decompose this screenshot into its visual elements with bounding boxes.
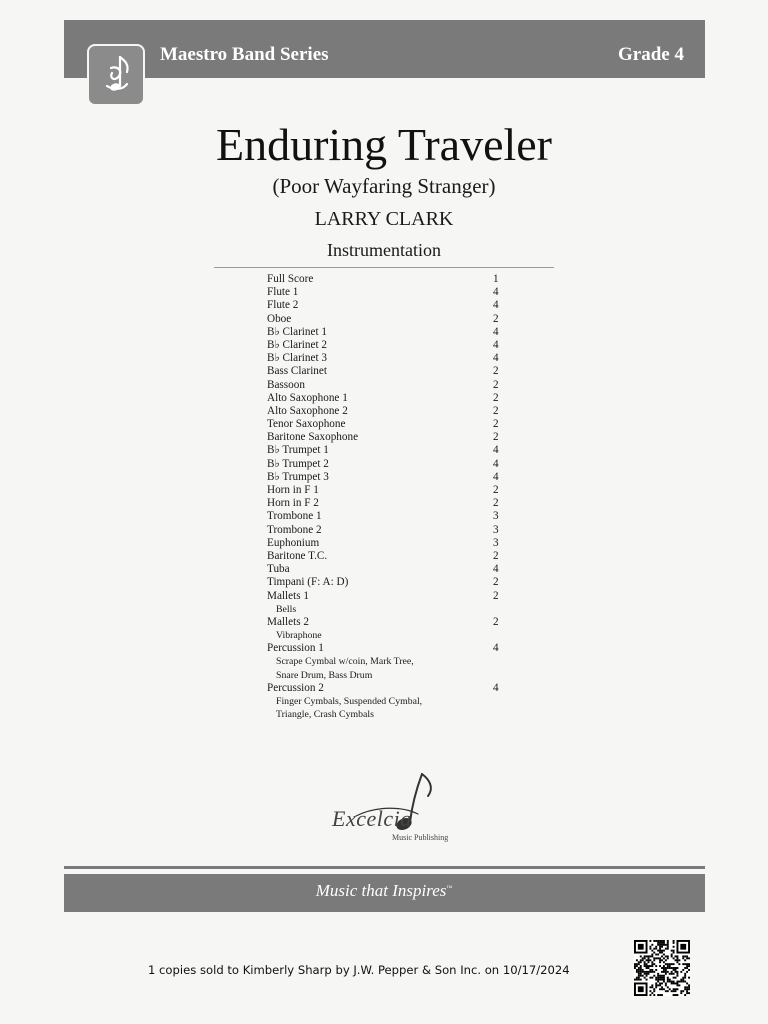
instrument-name: Tuba <box>267 563 290 576</box>
publisher-subtitle: Music Publishing <box>392 833 449 842</box>
series-name: Maestro Band Series <box>160 44 329 65</box>
instrument-row <box>267 444 507 457</box>
instrument-quantity: 4 <box>493 563 499 576</box>
instrument-detail <box>267 655 507 668</box>
instrument-name: B♭ Clarinet 2 <box>267 338 327 351</box>
instrument-quantity: 3 <box>493 523 499 536</box>
instrument-name: Bells <box>276 603 297 615</box>
instrument-quantity: 4 <box>493 444 499 457</box>
instrument-name: Scrape Cymbal w/coin, Mark Tree, <box>276 656 414 668</box>
instrument-row <box>267 471 507 484</box>
publisher-name: Excelcia <box>332 806 412 831</box>
instrument-quantity: 4 <box>493 470 499 483</box>
instrument-row <box>267 286 507 299</box>
instrument-row <box>267 352 507 365</box>
instrument-quantity: 2 <box>493 431 499 444</box>
instrument-row <box>267 405 507 418</box>
instrument-name: Flute 2 <box>267 299 299 312</box>
instrument-detail <box>267 669 507 682</box>
instrument-row <box>267 484 507 497</box>
instrument-name: Percussion 2 <box>267 681 324 694</box>
instrument-name: Full Score <box>267 273 314 285</box>
instrument-name: Snare Drum, Bass Drum <box>276 669 373 681</box>
instrument-quantity: 2 <box>493 484 499 496</box>
instrument-row <box>267 550 507 563</box>
instrument-row <box>267 418 507 431</box>
music-note-icon <box>87 44 145 106</box>
instrument-quantity: 2 <box>493 576 499 589</box>
instrument-quantity: 4 <box>493 338 499 351</box>
instrument-quantity: 1 <box>493 273 499 285</box>
instrument-quantity: 3 <box>493 510 499 523</box>
instrument-detail <box>267 629 507 642</box>
instrument-quantity: 2 <box>493 391 499 404</box>
instrument-name: B♭ Trumpet 3 <box>267 470 329 483</box>
instrument-row <box>267 616 507 629</box>
instrument-quantity: 2 <box>493 549 499 562</box>
instrument-name: Vibraphone <box>276 630 322 642</box>
instrument-name: Timpani (F: A: D) <box>267 576 349 589</box>
subtitle: (Poor Wayfaring Stranger) <box>272 174 496 198</box>
instrument-row <box>267 273 507 286</box>
instrument-row <box>267 392 507 405</box>
instrument-quantity: 4 <box>493 681 499 694</box>
instrument-row <box>267 313 507 326</box>
instrument-quantity: 2 <box>493 404 499 417</box>
instrument-name: Baritone Saxophone <box>267 431 359 444</box>
instrument-quantity: 2 <box>493 497 499 510</box>
instrument-quantity: 2 <box>493 312 499 325</box>
instrument-name: B♭ Trumpet 1 <box>267 444 329 457</box>
instrument-row <box>267 299 507 312</box>
instrument-quantity: 4 <box>493 286 499 299</box>
instrument-name: Mallets 2 <box>267 615 309 628</box>
instrument-name: Oboe <box>267 312 292 325</box>
instrument-name: Percussion 1 <box>267 642 324 655</box>
instrument-name: Tenor Saxophone <box>267 418 346 431</box>
instrument-detail <box>267 695 507 708</box>
instrument-quantity: 2 <box>493 418 499 431</box>
instrument-row <box>267 563 507 576</box>
instrument-name: Mallets 1 <box>267 589 309 602</box>
instrument-name: Flute 1 <box>267 286 299 299</box>
instrument-quantity: 4 <box>493 299 499 312</box>
instrument-name: Alto Saxophone 2 <box>267 404 348 417</box>
tagline <box>0 881 768 901</box>
instrument-name: B♭ Trumpet 2 <box>267 457 329 470</box>
instrument-name: Finger Cymbals, Suspended Cymbal, <box>276 696 423 707</box>
instrument-row <box>267 682 507 695</box>
instrument-quantity: 2 <box>493 615 499 628</box>
instrument-detail <box>267 708 507 721</box>
instrument-quantity: 2 <box>493 589 499 602</box>
instrument-name: Euphonium <box>267 536 320 549</box>
instrument-row <box>267 365 507 378</box>
instrument-name: Horn in F 1 <box>267 484 319 496</box>
heading-divider <box>214 267 554 268</box>
instrumentation-heading: Instrumentation <box>327 240 441 260</box>
instrument-row <box>267 524 507 537</box>
grade-level: Grade 4 <box>618 44 684 65</box>
instrument-row <box>267 642 507 655</box>
instrument-name: Trombone 1 <box>267 510 322 523</box>
trademark-mark: ™ <box>446 885 453 892</box>
instrument-row <box>267 537 507 550</box>
instrument-name: Bass Clarinet <box>267 365 327 378</box>
instrumentation-list <box>267 273 507 721</box>
footer-divider <box>64 866 705 869</box>
instrument-row <box>267 326 507 339</box>
instrument-name: Horn in F 2 <box>267 497 319 510</box>
instrument-row <box>267 497 507 510</box>
instrument-row <box>267 576 507 589</box>
instrument-row <box>267 510 507 523</box>
instrument-row <box>267 590 507 603</box>
instrument-quantity: 4 <box>493 457 499 470</box>
instrument-quantity: 4 <box>493 642 499 655</box>
instrument-quantity: 2 <box>493 378 499 391</box>
copies-sold-notice: 1 copies sold to Kimberly Sharp by J.W. Pepper & Son Inc. on 10/17/2024 <box>148 963 570 977</box>
instrument-name: B♭ Clarinet 3 <box>267 352 327 365</box>
instrument-quantity: 4 <box>493 352 499 365</box>
instrument-name: Trombone 2 <box>267 523 322 536</box>
instrument-quantity: 4 <box>493 325 499 338</box>
instrument-name: Bassoon <box>267 378 305 391</box>
instrument-name: Alto Saxophone 1 <box>267 391 348 404</box>
instrument-name: Baritone T.C. <box>267 549 328 562</box>
instrument-quantity: 3 <box>493 536 499 549</box>
instrument-detail <box>267 603 507 616</box>
page-title: Enduring Traveler <box>215 119 552 170</box>
instrument-row <box>267 339 507 352</box>
instrument-row <box>267 458 507 471</box>
instrument-row <box>267 379 507 392</box>
tagline-text: Music that Inspires <box>315 881 447 900</box>
instrument-quantity: 2 <box>493 365 499 378</box>
composer-name: LARRY CLARK <box>314 208 454 230</box>
instrument-name: B♭ Clarinet 1 <box>267 325 327 338</box>
qr-code-icon[interactable] <box>634 940 690 996</box>
instrument-name: Triangle, Crash Cymbals <box>276 709 374 721</box>
instrument-row <box>267 431 507 444</box>
